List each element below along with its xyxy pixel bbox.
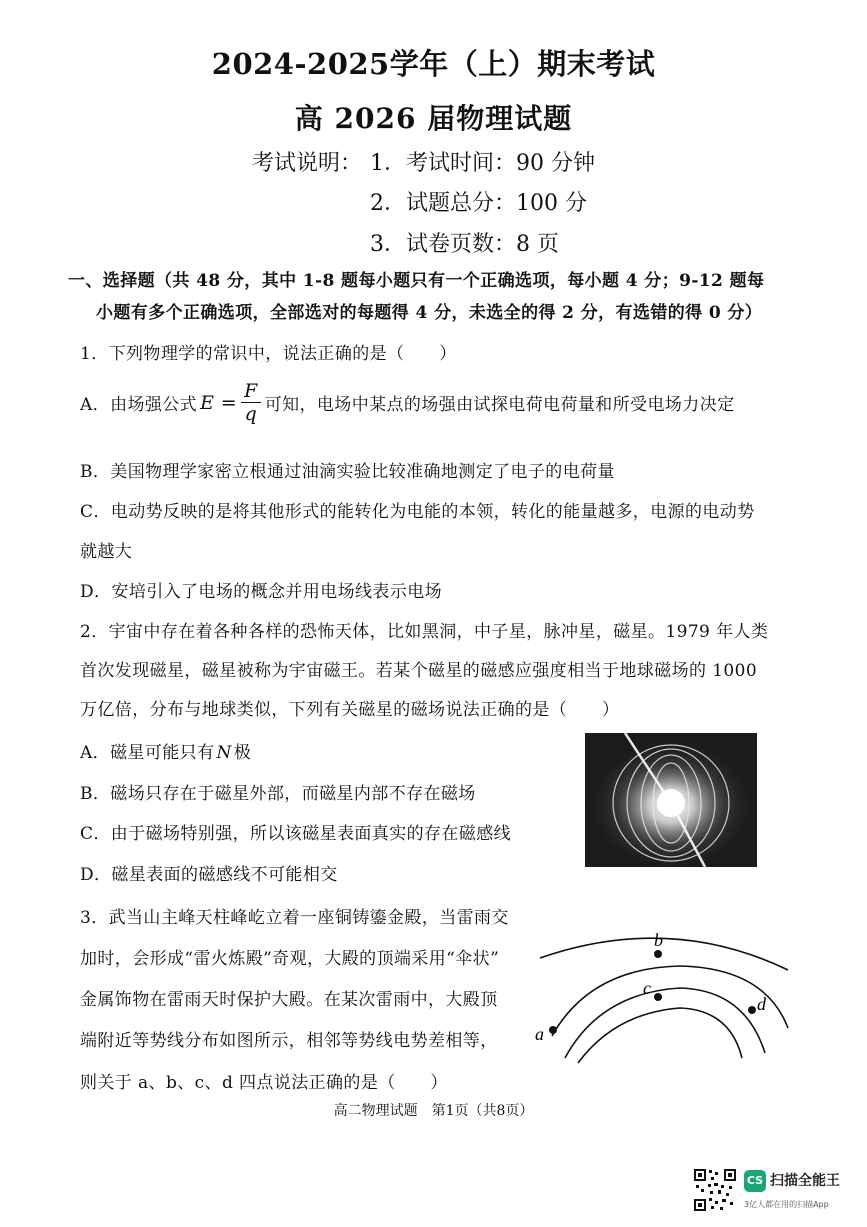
q1-option-a-prefix: A．由场强公式: [80, 395, 198, 415]
q2-option-b: B．磁场只存在于磁星外部，而磁星内部不存在磁场: [80, 784, 476, 804]
scanner-app-tagline: 3亿人都在用的扫描App: [744, 1200, 829, 1209]
q3-line2: 加时，会形成“雷火炼殿”奇观，大殿的顶端采用“伞状”: [80, 949, 500, 969]
q3-line1: 3．武当山主峰天柱峰屹立着一座铜铸鎏金殿，当雷雨交: [80, 908, 509, 928]
instruction-score: 2．试题总分：100 分: [370, 191, 587, 216]
q1-formula-numerator: F: [241, 380, 261, 403]
q2-line3: 万亿倍，分布与地球类似，下列有关磁星的磁场说法正确的是（ ）: [80, 700, 620, 720]
camscanner-logo-icon: CS: [744, 1170, 766, 1192]
equipotential-diagram: [530, 918, 790, 1068]
page-footer: 高二物理试题 第1页（共8页）: [333, 1103, 534, 1119]
scanner-app-name: 扫描全能王: [770, 1173, 840, 1189]
q3-line5: 则关于 a、b、c、d 四点说法正确的是（ ）: [80, 1073, 448, 1093]
qr-code-icon: [693, 1168, 737, 1212]
magnetar-photo: [585, 733, 757, 867]
q1-option-d: D．安培引入了电场的概念并用电场线表示电场: [80, 582, 443, 602]
q1-formula-denominator: q: [244, 403, 258, 425]
point-b-label: b: [654, 930, 663, 950]
q2-line2: 首次发现磁星，磁星被称为宇宙磁王。若某个磁星的磁感应强度相当于地球磁场的 1000: [80, 661, 758, 681]
q1-option-a-suffix: 可知，电场中某点的场强由试探电荷电荷量和所受电场力决定: [264, 395, 735, 415]
q1-option-a: [80, 380, 735, 425]
q2-option-a-suffix: 极: [233, 743, 252, 763]
point-a-marker: [549, 1026, 557, 1034]
section1-line1: 一、选择题（共 48 分，其中 1-8 题每小题只有一个正确选项，每小题 4 分；9-12 题每: [68, 271, 765, 291]
exam-title: 2024-2025学年（上）期末考试: [211, 47, 656, 81]
equipotential-line-3: [565, 988, 765, 1058]
instruction-pages: 3．试卷页数：8 页: [370, 232, 559, 257]
point-b-marker: [654, 950, 662, 958]
q2-option-a: [80, 738, 251, 763]
magnetar-illustration: [585, 733, 757, 867]
q2-option-d: D．磁星表面的磁感线不可能相交: [80, 865, 338, 885]
q1-stem: 1．下列物理学的常识中，说法正确的是（ ）: [80, 344, 457, 364]
point-d-label: d: [757, 994, 766, 1014]
q2-option-a-prefix: A．磁星可能只有: [80, 743, 215, 763]
q2-option-a-var: N: [216, 743, 232, 763]
q2-line1: 2．宇宙中存在着各种各样的恐怖天体，比如黑洞，中子星，脉冲星，磁星。1979 年人类: [80, 622, 769, 642]
q1-option-c-line1: C．电动势反映的是将其他形式的能转化为电能的本领，转化的能量越多，电源的电动势: [80, 502, 755, 522]
equipotential-line-inner: [578, 1008, 742, 1063]
q1-option-c-line2: 就越大: [80, 542, 133, 562]
point-c-label: c: [643, 978, 651, 998]
section1-line2: 小题有多个正确选项，全部选对的每题得 4 分，未选全的得 2 分，有选错的得 0 分）: [96, 303, 763, 323]
instruction-time: 1．考试时间：90 分钟: [370, 151, 595, 176]
exam-subtitle: 高 2026 届物理试题: [294, 102, 573, 135]
q1-formula-lhs: E =: [200, 391, 238, 414]
equipotential-line-outer: [540, 938, 788, 970]
point-a-label: a: [535, 1024, 544, 1044]
point-c-marker: [654, 993, 662, 1001]
q2-option-c: C．由于磁场特别强，所以该磁星表面真实的存在磁感线: [80, 824, 512, 844]
q3-line3: 金属饰物在雷雨天时保护大殿。在某次雷雨中，大殿顶: [80, 990, 498, 1010]
instructions-label: 考试说明：: [252, 151, 363, 176]
point-d-marker: [748, 1006, 756, 1014]
q3-line4: 端附近等势线分布如图所示，相邻等势线电势差相等，: [80, 1031, 498, 1051]
q1-formula-fraction: [241, 380, 261, 425]
q1-option-b: B．美国物理学家密立根通过油滴实验比较准确地测定了电子的电荷量: [80, 462, 615, 482]
